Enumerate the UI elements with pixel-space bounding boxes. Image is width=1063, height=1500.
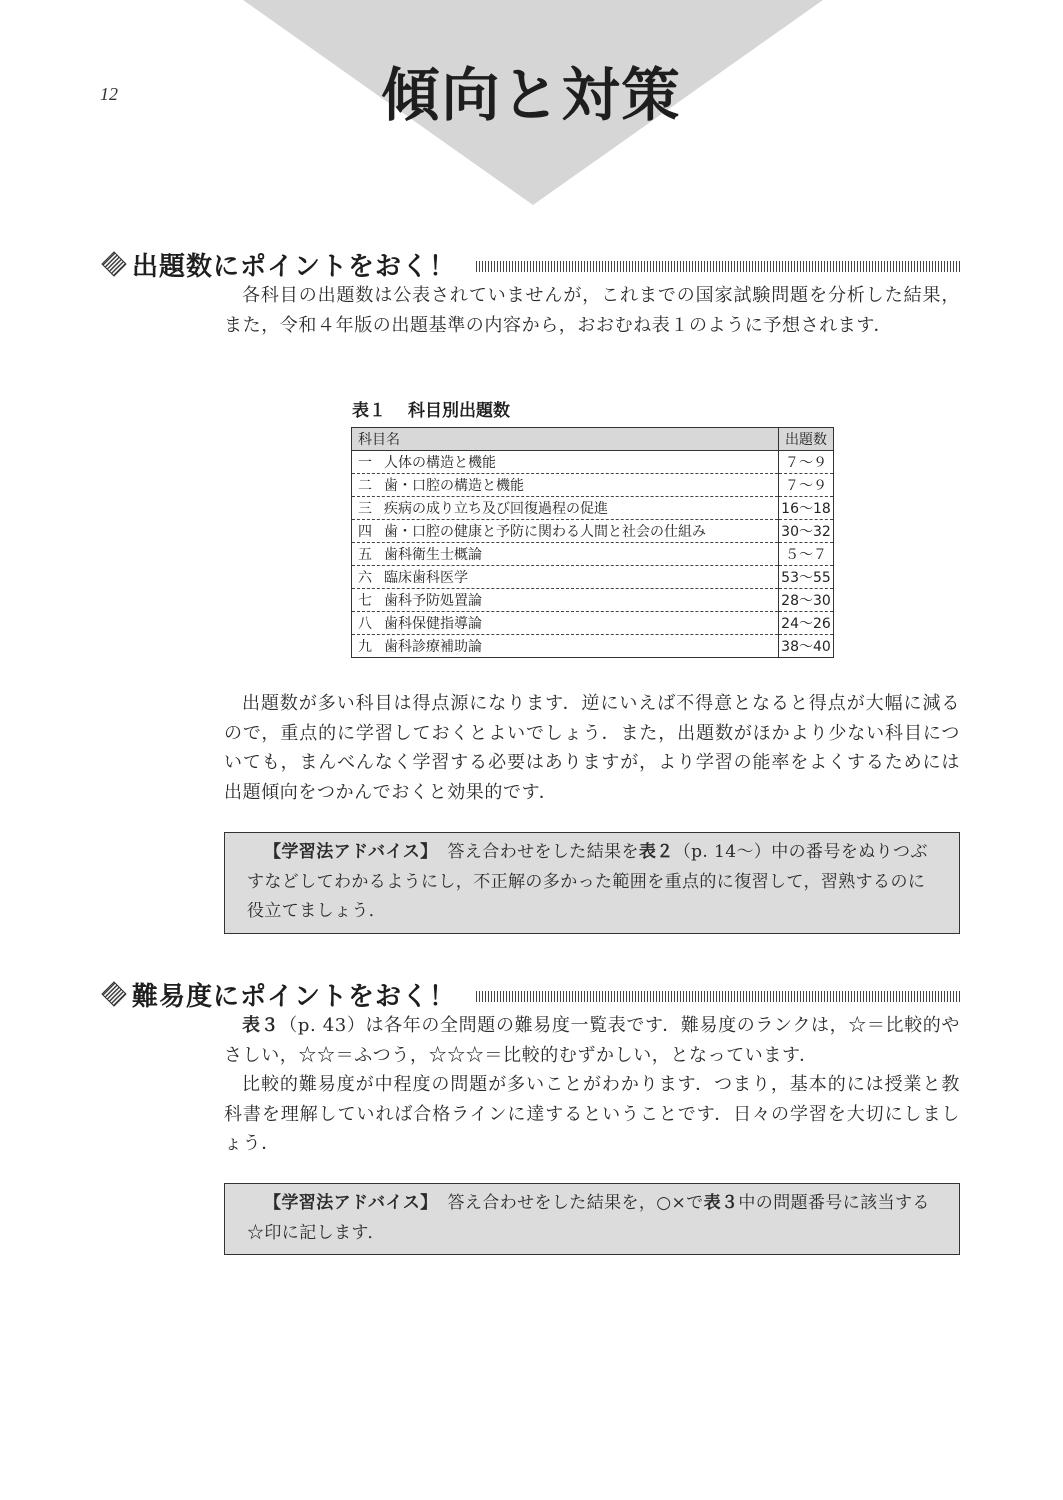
subject-name: 歯科保健指導論 bbox=[384, 616, 482, 632]
subject-name-cell bbox=[352, 474, 779, 497]
advice-table-ref: 表２ bbox=[638, 842, 674, 862]
subject-name: 歯科予防処置論 bbox=[384, 593, 482, 609]
advice-text-start: 答え合わせをした結果を bbox=[447, 842, 639, 862]
study-advice-box-2 bbox=[224, 1183, 960, 1255]
question-count-cell: 30～32 bbox=[779, 520, 834, 543]
question-count-cell: ５～７ bbox=[779, 543, 834, 566]
advice-table-ref: 表３ bbox=[703, 1193, 739, 1213]
column-header-count: 出題数 bbox=[779, 428, 834, 451]
subject-question-count-table bbox=[351, 427, 834, 658]
subject-name-cell bbox=[352, 497, 779, 520]
page-number: 12 bbox=[100, 84, 118, 104]
table-row bbox=[352, 635, 834, 658]
table-row bbox=[352, 612, 834, 635]
table-caption-title: 科目別出題数 bbox=[408, 401, 510, 421]
question-count-cell: 38～40 bbox=[779, 635, 834, 658]
question-count-cell: 24～26 bbox=[779, 612, 834, 635]
subject-name-cell bbox=[352, 612, 779, 635]
body-paragraph: 出題数が多い科目は得点源になります．逆にいえば不得意となると得点が大幅に減るので，重点的に学習しておくとよいでしょう．また，出題数がほかより少ない科目についても，まんべんなく学習する必要はありますが，より学習の能率をよくするためには出題傾向をつかんでおくと効果的です． bbox=[224, 693, 960, 803]
subject-name-cell bbox=[352, 520, 779, 543]
subject-name: 歯科診療補助論 bbox=[384, 639, 482, 655]
study-advice-box-1 bbox=[224, 832, 960, 934]
page-title: 傾向と対策 bbox=[381, 61, 682, 129]
subject-number: 三 bbox=[358, 501, 372, 517]
subject-name: 人体の構造と機能 bbox=[384, 455, 496, 471]
section-heading-difficulty bbox=[100, 976, 960, 1012]
heading-hatched-rule bbox=[476, 991, 960, 1002]
subject-name: 臨床歯科医学 bbox=[384, 570, 468, 586]
column-header-subject: 科目名 bbox=[352, 428, 779, 451]
section-heading-text: 難易度にポイントをおく！ bbox=[132, 981, 457, 1012]
table-row bbox=[352, 543, 834, 566]
subject-name-cell bbox=[352, 589, 779, 612]
intro-paragraph: 各科目の出題数は公表されていませんが，これまでの国家試験問題を分析した結果，また，令和４年版の出題基準の内容から，おおむね表１のように予想されます． bbox=[224, 285, 960, 336]
difficulty-paragraph-1 bbox=[224, 1011, 960, 1070]
subject-number: 二 bbox=[358, 478, 372, 494]
table-body bbox=[352, 451, 834, 658]
question-count-cell: 16～18 bbox=[779, 497, 834, 520]
table-header-row bbox=[352, 428, 834, 451]
subject-number: 七 bbox=[358, 593, 372, 609]
advice-text-end: （p. 14～）中の番号をぬりつぶすなどしてわかるようにし，不正解の多かった範囲を重点的に復習して，習熟するのに役立てましょう． bbox=[247, 842, 928, 921]
advice-tag: 【学習法アドバイス】 bbox=[264, 842, 438, 862]
subject-number: 五 bbox=[358, 547, 372, 563]
subject-number: 四 bbox=[358, 524, 372, 540]
table-row bbox=[352, 474, 834, 497]
subject-number: 一 bbox=[358, 455, 372, 471]
subject-name: 歯・口腔の構造と機能 bbox=[384, 478, 524, 494]
subject-number: 九 bbox=[358, 639, 372, 655]
question-count-cell: ７～９ bbox=[779, 474, 834, 497]
question-count-cell: ７～９ bbox=[779, 451, 834, 474]
subject-name-cell bbox=[352, 543, 779, 566]
subject-name: 歯科衛生士概論 bbox=[384, 547, 482, 563]
advice-text-start: 答え合わせをした結果を，○×で bbox=[447, 1193, 704, 1213]
striped-diamond-icon bbox=[100, 250, 128, 278]
section-heading-question-count bbox=[100, 246, 960, 282]
table-caption-label: 表１ bbox=[352, 401, 386, 421]
difficulty-paragraph-2: 比較的難易度が中程度の問題が多いことがわかります．つまり，基本的には授業と教科書を理解していれば合格ラインに達するということです．日々の学習を大切にしましょう． bbox=[224, 1074, 960, 1154]
subject-name: 歯・口腔の健康と予防に関わる人間と社会の仕組み bbox=[384, 524, 706, 540]
striped-diamond-icon bbox=[100, 980, 128, 1008]
table-row bbox=[352, 497, 834, 520]
table-caption bbox=[352, 396, 510, 421]
subject-number: 八 bbox=[358, 616, 372, 632]
subject-name-cell bbox=[352, 635, 779, 658]
difficulty-paragraph-1-text: （p. 43）は各年の全問題の難易度一覧表です．難易度のランクは，☆＝比較的やさしい，☆☆＝ふつう，☆☆☆＝比較的むずかしい，となっています． bbox=[224, 1015, 961, 1066]
table-row bbox=[352, 451, 834, 474]
question-count-cell: 28～30 bbox=[779, 589, 834, 612]
table-row bbox=[352, 566, 834, 589]
subject-number: 六 bbox=[358, 570, 372, 586]
subject-name: 疾病の成り立ち及び回復過程の促進 bbox=[384, 501, 608, 517]
table3-ref: 表３ bbox=[242, 1015, 280, 1036]
heading-hatched-rule bbox=[476, 261, 960, 272]
subject-name-cell bbox=[352, 566, 779, 589]
table-row bbox=[352, 589, 834, 612]
advice-text-end: 中の問題番号に該当する☆印に記します． bbox=[247, 1193, 930, 1243]
advice-tag: 【学習法アドバイス】 bbox=[264, 1193, 438, 1213]
subject-name-cell bbox=[352, 451, 779, 474]
question-count-cell: 53～55 bbox=[779, 566, 834, 589]
table-row bbox=[352, 520, 834, 543]
section-heading-text: 出題数にポイントをおく！ bbox=[132, 251, 457, 282]
